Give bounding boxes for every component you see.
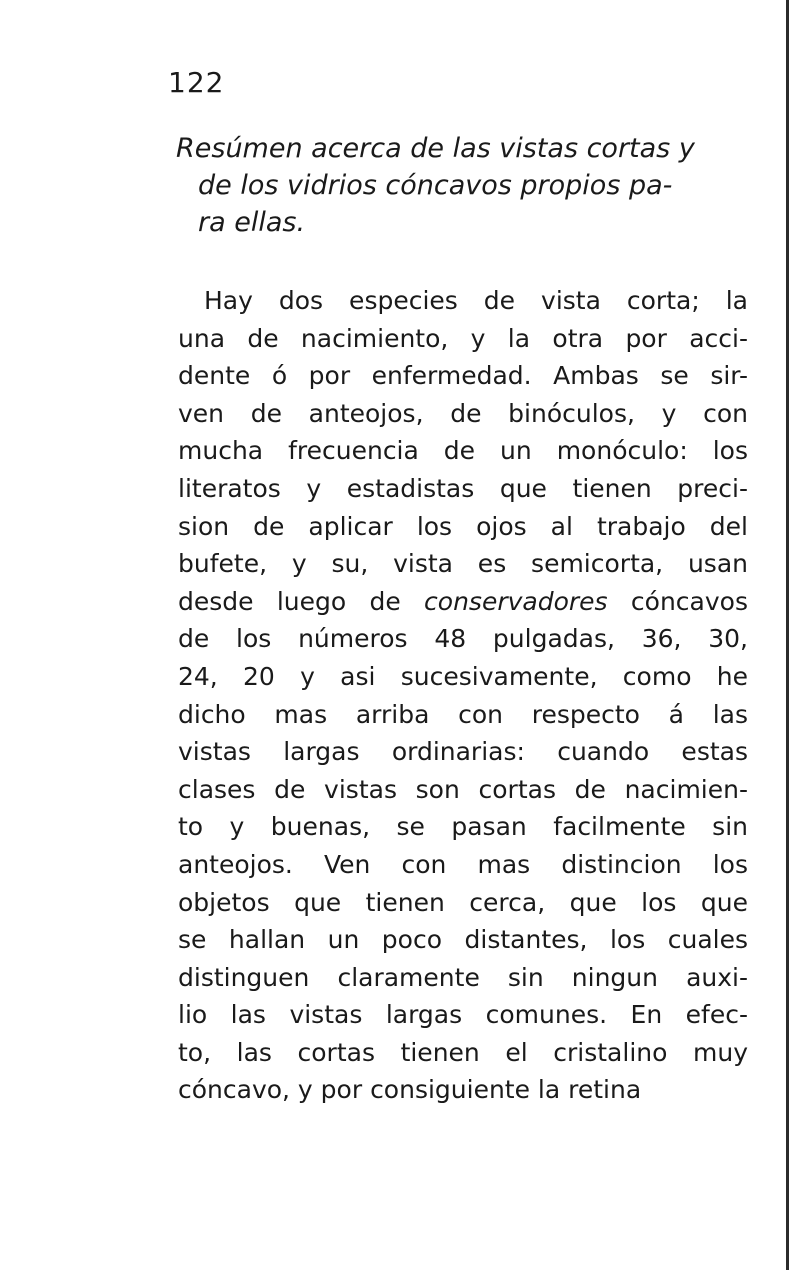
- text-line: 24, 20 y asi sucesivamente, como he: [178, 661, 748, 691]
- heading-line: de los vidrios cóncavos propios pa-: [198, 170, 673, 201]
- body-paragraph: [178, 282, 748, 1109]
- heading-line: ra ellas.: [198, 207, 306, 238]
- text-line: sion de aplicar los ojos al trabajo del: [178, 511, 748, 541]
- text-line: vistas largas ordinarias: cuando estas: [178, 737, 748, 767]
- text-line: anteojos. Ven con mas distincion los: [178, 849, 748, 879]
- text-line: ven de anteojos, de binóculos, y con: [178, 398, 748, 428]
- text-line: se hallan un poco distantes, los cuales: [178, 925, 748, 955]
- text-line: una de nacimiento, y la otra por acci-: [178, 323, 748, 353]
- text-line: literatos y estadistas que tienen preci-: [178, 473, 748, 503]
- text-line: clases de vistas son cortas de nacimien-: [178, 774, 748, 804]
- text-line: distinguen claramente sin ningun auxi-: [178, 962, 748, 992]
- page-number: 122: [168, 66, 225, 99]
- text-line: bufete, y su, vista es semicorta, usan: [178, 549, 748, 579]
- text-line: de los números 48 pulgadas, 36, 30,: [178, 624, 748, 654]
- text-line: objetos que tienen cerca, que los que: [178, 887, 748, 917]
- heading-line: Resúmen acerca de las vistas cortas y: [176, 133, 695, 164]
- emphasized-term: conservadores: [424, 586, 608, 616]
- text-line: dente ó por enfermedad. Ambas se sir-: [178, 361, 748, 391]
- page-edge-line: [786, 0, 789, 1270]
- text-line: lio las vistas largas comunes. En efec-: [178, 1000, 748, 1030]
- section-heading: [176, 130, 736, 241]
- text-line: to y buenas, se pasan facilmente sin: [178, 812, 748, 842]
- text-segment: cóncavos: [630, 586, 748, 616]
- text-line: mucha frecuencia de un monóculo: los: [178, 436, 748, 466]
- text-line: [178, 583, 748, 621]
- text-line: dicho mas arriba con respecto á las: [178, 699, 748, 729]
- text-segment: desde luego de: [178, 586, 401, 616]
- text-line: to, las cortas tienen el cristalino muy: [178, 1037, 748, 1067]
- text-line: Hay dos especies de vista corta; la: [204, 286, 748, 315]
- text-line: cóncavo, y por consiguiente la retina: [178, 1075, 642, 1105]
